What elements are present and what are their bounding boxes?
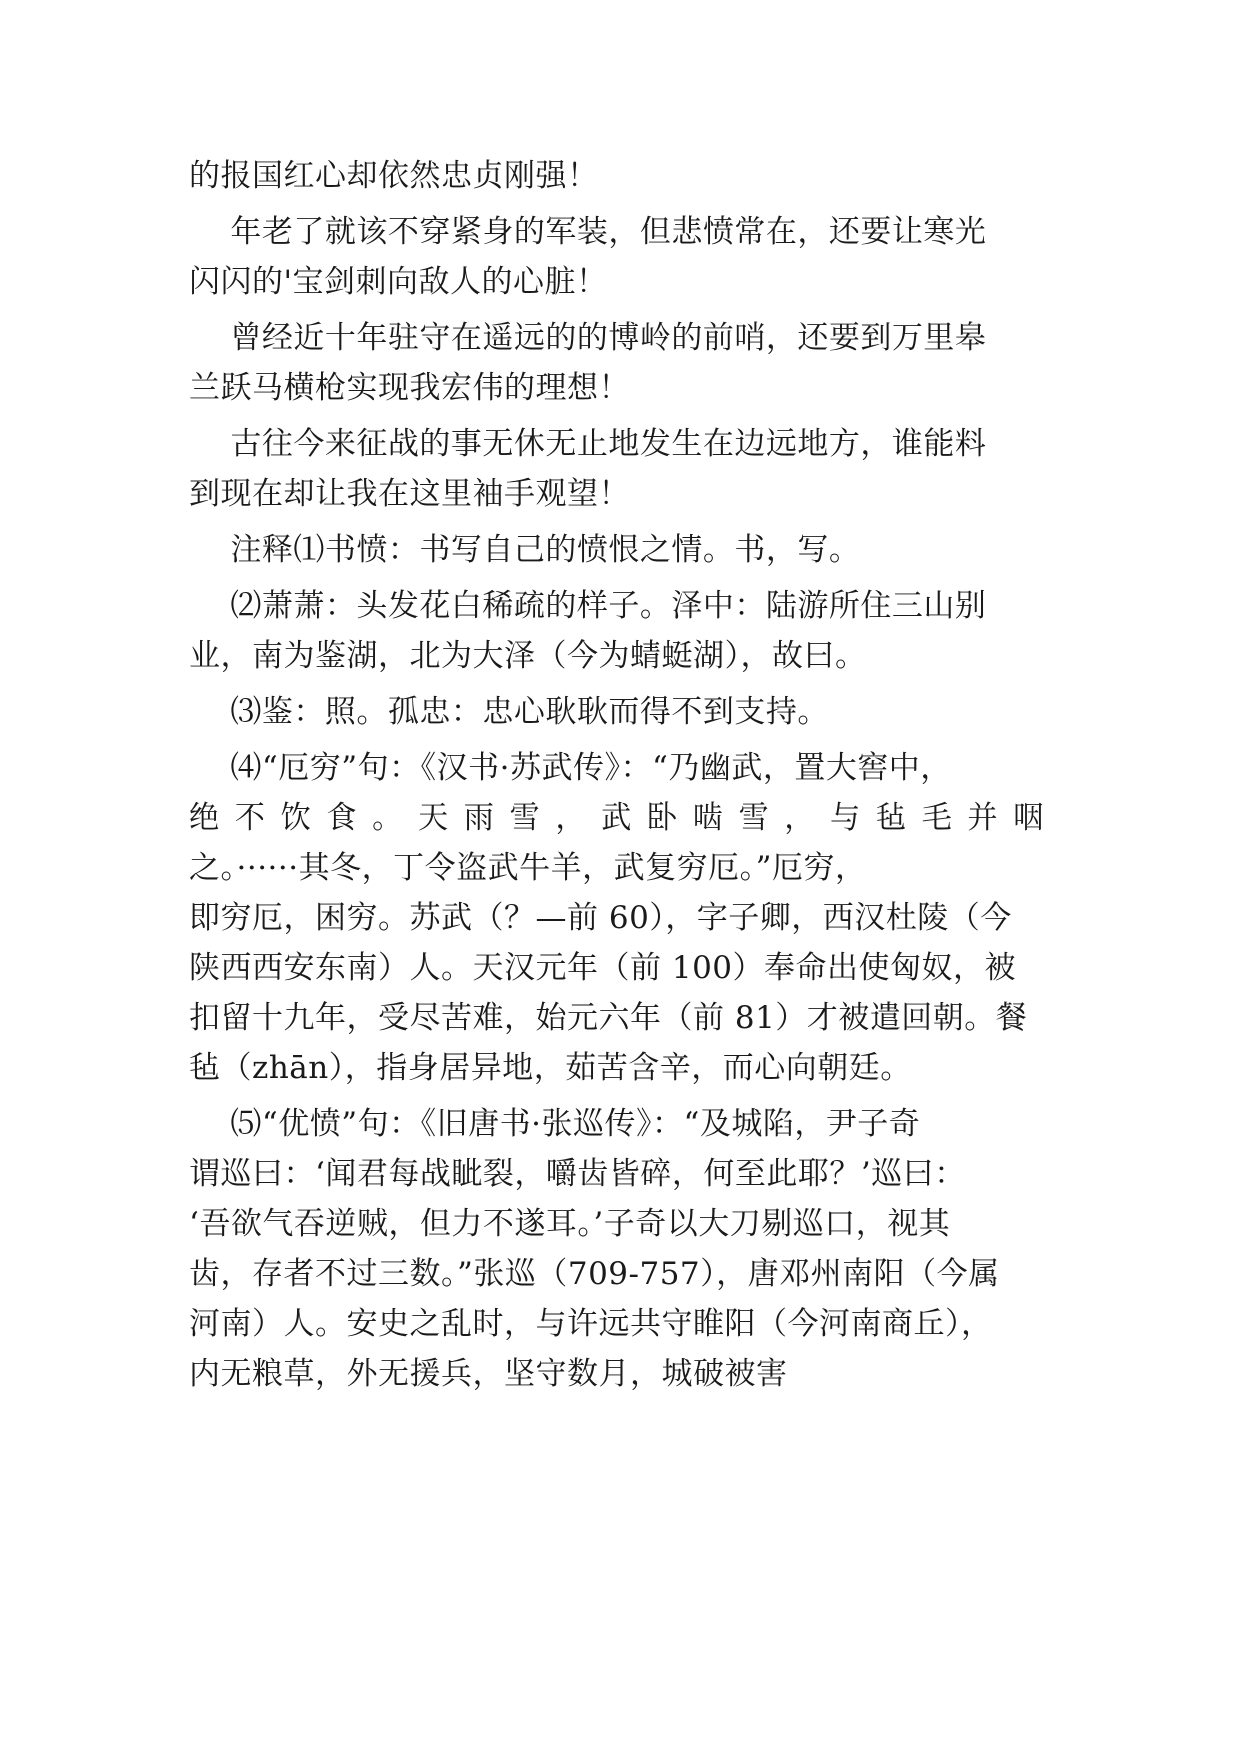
text-line: 闪闪的'宝剑刺向敌人的心脏！ [189, 264, 608, 300]
text-line: 的报国红心却依然忠贞刚强！ [189, 158, 599, 194]
text-line: ⑶鉴：照。孤忠：忠心耿耿而得不到支持。 [189, 694, 829, 730]
text-line: 谓巡曰：‘闻君每战眦裂，嚼齿皆碎，何至此耶？’巡曰： [189, 1156, 966, 1192]
text-line: 曾经近十年驻守在遥远的的博岭的前哨，还要到万里皋 [189, 320, 987, 356]
text-line: 古往今来征战的事无休无止地发生在边远地方，谁能料 [189, 426, 987, 462]
text-line: ‘吾欲气吞逆贼，但力不遂耳。’子奇以大刀剔巡口，视其 [189, 1206, 951, 1242]
text-line: 即穷厄，困穷。苏武（？—前 60），字子卿，西汉杜陵（今 [189, 900, 1012, 936]
text-line: 兰跃马横枪实现我宏伟的理想！ [189, 370, 630, 406]
text-line: ⑸“优愤”句：《旧唐书·张巡传》：“及城陷，尹子奇 [189, 1106, 921, 1142]
text-line: 河南）人。安史之乱时，与许远共守睢阳（今河南商丘）， [189, 1306, 993, 1342]
text-line: 业，南为鉴湖，北为大泽（今为蜻蜓湖），故曰。 [189, 638, 867, 674]
text-line: 扣留十九年，受尽苦难，始元六年（前 81）才被遣回朝。餐 [189, 1000, 1028, 1036]
text-line: 陕西西安东南）人。天汉元年（前 100）奉命出使匈奴，被 [189, 950, 1017, 986]
text-line: 之。······其冬，丁令盗武牛羊，武复穷厄。”厄穷， [189, 850, 867, 886]
text-line: ⑷“厄穷”句：《汉书·苏武传》：“乃幽武，置大窖中， [189, 750, 952, 786]
text-line: ⑵萧萧：头发花白稀疏的样子。泽中：陆游所住三山别 [189, 588, 987, 624]
text-line: 注释⑴书愤：书写自己的愤恨之情。书，写。 [189, 532, 861, 568]
text-line: 到现在却让我在这里袖手观望！ [189, 476, 630, 512]
text-line: 内无粮草，外无援兵，坚守数月，城破被害 [189, 1356, 788, 1392]
text-line: 绝不饮食。天雨雪，武卧啮雪，与毡毛并咽 [189, 800, 1059, 836]
text-line: 年老了就该不穿紧身的军装，但悲愤常在，还要让寒光 [189, 214, 987, 250]
text-line: 毡（zhān），指身居异地，茹苦含辛，而心向朝廷。 [189, 1050, 912, 1086]
text-line: 齿，存者不过三数。”张巡（709-757），唐邓州南阳（今属 [189, 1256, 1000, 1292]
